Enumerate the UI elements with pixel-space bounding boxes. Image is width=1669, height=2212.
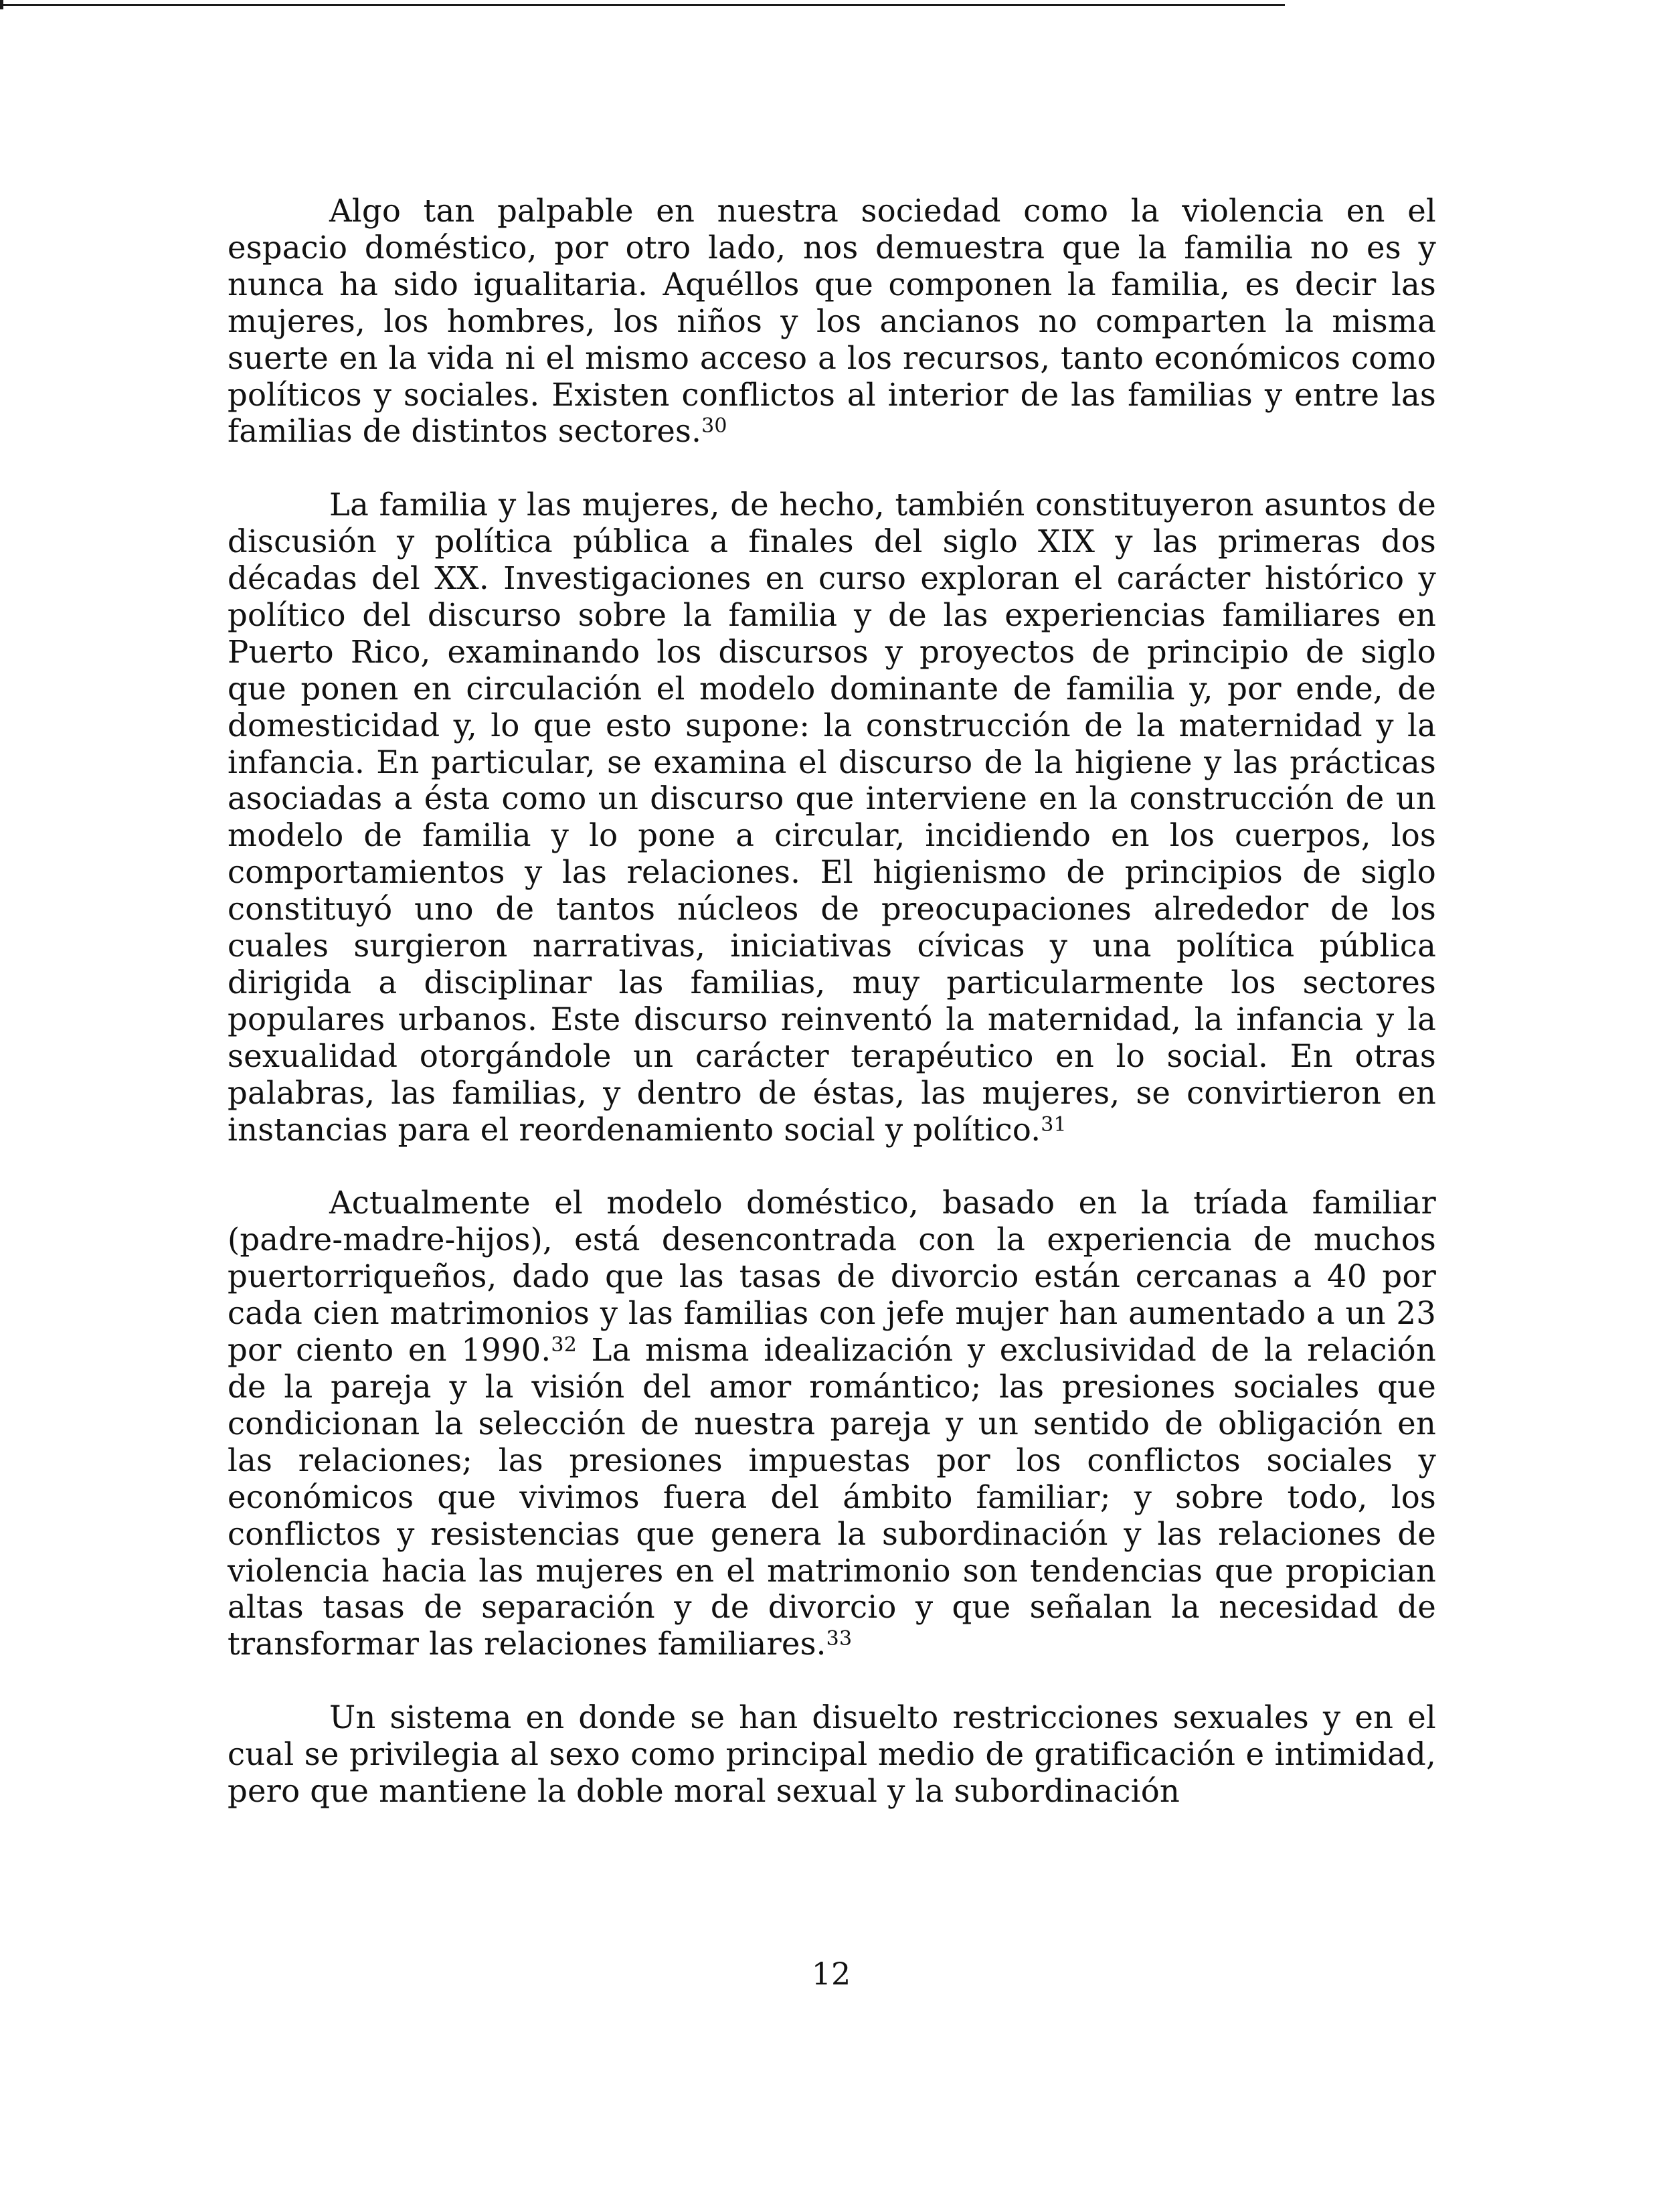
footnote-ref-31: 31 <box>1041 1112 1067 1136</box>
footnote-ref-30: 30 <box>701 414 727 438</box>
paragraph-2-text: La familia y las mujeres, de hecho, también constituyeron asuntos de discusión y política pública a finales del siglo XIX y las primeras dos décadas del XX. Investigaciones en curso exploran el carácter histórico y político del discurso sobre la familia y de las experiencias familiares en Puerto Rico, examinando los discursos y proyectos de principio de siglo que ponen en circulación el modelo dominante de familia y, por ende, de domesticidad y, lo que esto supone: la construcción de la maternidad y la infancia. En particular, se examina el discurso de la higiene y las prácticas asociadas a ésta como un discurso que interviene en la construcción de un modelo de familia y lo pone a circular, incidiendo en los cuerpos, los comportamientos y las relaciones. El higienismo de principios de siglo constituyó uno de tantos núcleos de preocupaciones alrededor de los cuales surgieron narrativas, iniciativas cívicas y una política pública dirigida a disciplinar las familias, muy particularmente los sectores populares urbanos. Este discurso reinventó la maternidad, la infancia y la sexualidad otorgándole un carácter terapéutico en lo social. En otras palabras, las familias, y dentro de éstas, las mujeres, se convirtieron en instancias para el reordenamiento social y político. <box>228 487 1436 1148</box>
paragraph-4-text: Un sistema en donde se han disuelto restricciones sexuales y en el cual se privilegia al sexo como principal medio de gratificación e intimidad, pero que mantiene la doble moral sexual y la subordinación <box>228 1699 1436 1809</box>
page-number: 12 <box>811 1956 851 1992</box>
paragraph-2 <box>228 487 1436 1148</box>
paragraph-4 <box>228 1699 1436 1810</box>
paragraph-3-text-before: Actualmente el modelo doméstico, basado en la tríada familiar (padre-madre-hijos), está desencontrada con la experiencia de muchos puertorriqueños, dado que las tasas de divorcio están cercanas a 40 por cada cien matrimonios y las familias con jefe mujer han aumentado a un 23 por ciento en 1990. <box>228 1185 1436 1369</box>
paragraph-3-text-after: La misma idealización y exclusividad de la relación de la pareja y la visión del amor romántico; las presiones sociales que condicionan la selección de nuestra pareja y un sentido de obligación en las relaciones; las presiones impuestas por los conflictos sociales y económicos que vivimos fuera del ámbito familiar; y sobre todo, los conflictos y resistencias que genera la subordinación y las relaciones de violencia hacia las mujeres en el matrimonio son tendencias que propician altas tasas de separación y de divorcio y que señalan la necesidad de transformar las relaciones familiares. <box>228 1332 1436 1663</box>
paragraph-1 <box>228 193 1436 450</box>
paragraph-1-text: Algo tan palpable en nuestra sociedad como la violencia en el espacio doméstico, por otro lado, nos demuestra que la familia no es y nunca ha sido igualitaria. Aquéllos que componen la familia, es decir las mujeres, los hombres, los niños y los ancianos no comparten la misma suerte en la vida ni el mismo acceso a los recursos, tanto económicos como políticos y sociales. Existen conflictos al interior de las familias y entre las familias de distintos sectores. <box>228 193 1436 450</box>
footnote-ref-33: 33 <box>826 1627 853 1651</box>
paragraph-3 <box>228 1185 1436 1663</box>
scan-top-rule <box>0 4 1285 6</box>
footnote-ref-32: 32 <box>551 1333 577 1357</box>
body-text <box>228 193 1436 1810</box>
